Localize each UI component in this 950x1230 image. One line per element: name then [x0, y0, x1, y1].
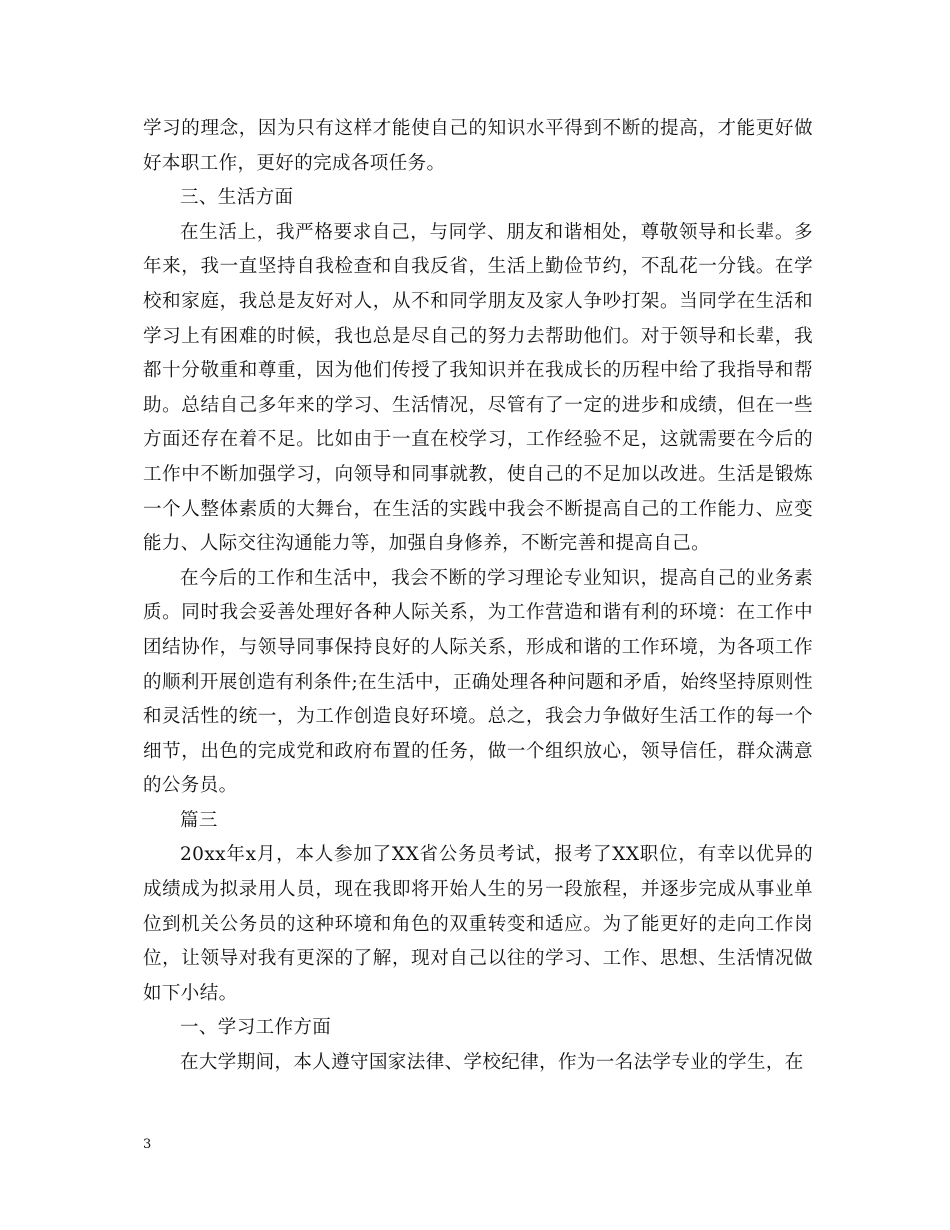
section-heading-life: 三、生活方面 [180, 187, 294, 209]
paragraph-university: 在大学期间，本人遵守国家法律、学校纪律，作为一名法学专业的学生，在 [180, 1052, 804, 1074]
page-number: 3 [143, 1137, 152, 1152]
paragraph-life: 在生活上，我严格要求自己，与同学、朋友和谐相处，尊敬领导和长辈。多年来，我一直坚持自我检查和自我反省，生活上勤俭节约，不乱花一分钱。在学校和家庭，我总是友好对人，从不和同学朋友及家人争吵打架。当同学在生活和学习上有困难的时候，我也总是尽自己的努力去帮助他们。对于领导和长辈，我都十分敬重和尊重，因为他们传授了我知识并在我成长的历程中给了我指导和帮助。总结自己多年来的学习、生活情况，尽管有了一定的进步和成绩，但在一些方面还存在着不足。比如由于一直在校学习，工作经验不足，这就需要在今后的工作中不断加强学习，向领导和同事就教，使自己的不足加以改进。生活是锻炼一个人整体素质的大舞台，在生活的实践中我会不断提高自己的工作能力、应变能力、人际交往沟通能力等，加强自身修养，不断完善和提高自己。 [143, 221, 813, 555]
paragraph-intro: 20xx年x月，本人参加了XX省公务员考试，报考了XX职位，有幸以优异的成绩成为拟录用人员，现在我即将开始人生的另一段旅程，并逐步完成从事业单位到机关公务员的这种环境和角色的双重转变和适应。为了能更好的走向工作岗位，让领导对我有更深的了解，现对自己以往的学习、工作、思想、生活情况做如下小结。 [143, 844, 813, 1004]
paragraph-continuation: 学习的理念，因为只有这样才能使自己的知识水平得到不断的提高，才能更好做好本职工作，更好的完成各项任务。 [143, 118, 813, 174]
article-heading-part-three: 篇三 [180, 809, 218, 831]
document-body [143, 112, 813, 1081]
section-heading-study-work: 一、学习工作方面 [180, 1017, 332, 1039]
paragraph-future: 在今后的工作和生活中，我会不断的学习理论专业知识，提高自己的业务素质。同时我会妥善处理好各种人际关系，为工作营造和谐有利的环境：在工作中团结协作，与领导同事保持良好的人际关系，形成和谐的工作环境，为各项工作的顺利开展创造有利条件;在生活中，正确处理各种问题和矛盾，始终坚持原则性和灵活性的统一，为工作创造良好环境。总之，我会力争做好生活工作的每一个细节，出色的完成党和政府布置的任务，做一个组织放心，领导信任，群众满意的公务员。 [143, 567, 813, 797]
